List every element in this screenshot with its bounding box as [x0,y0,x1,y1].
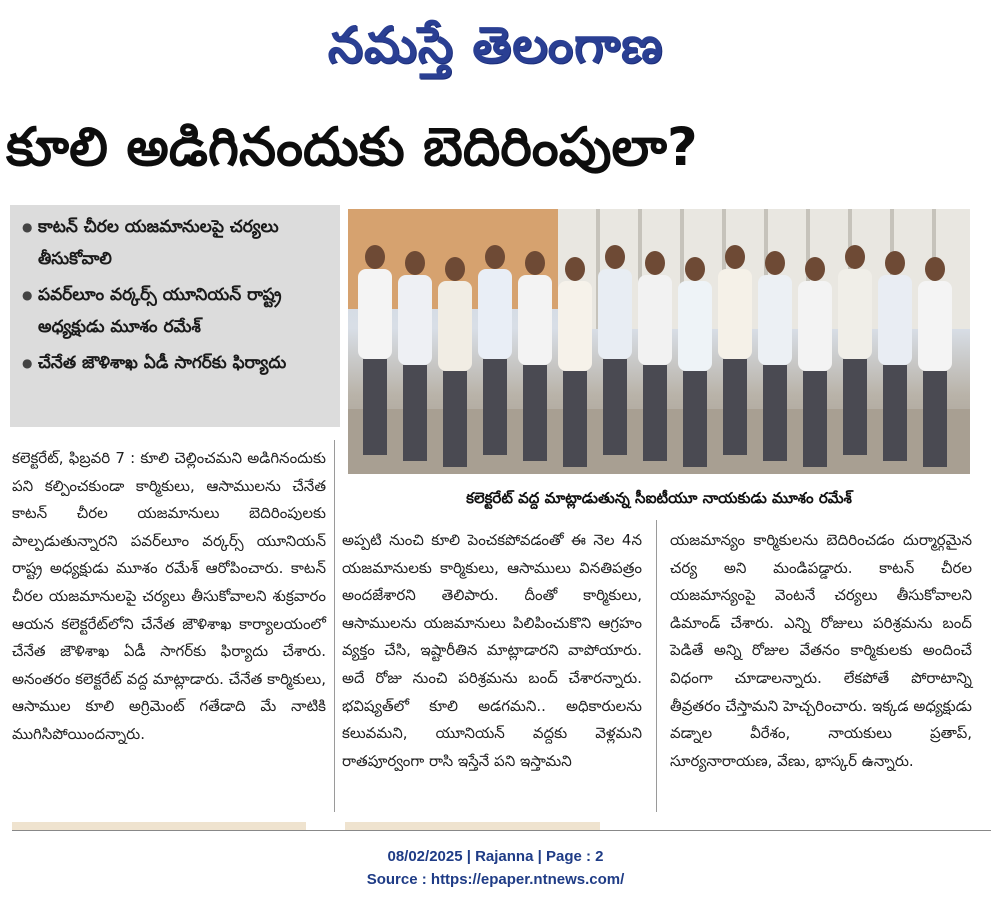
person-legs [483,359,507,455]
person-legs [563,371,587,467]
photo-person [878,251,912,466]
highlight-item: ● చేనేత జౌళిశాఖ ఏడీ సాగర్‌కు ఫిర్యాదు [22,347,332,379]
person-head [605,245,625,269]
photo-person [678,257,712,472]
person-torso [358,269,392,359]
page-bottom-rule [12,830,991,831]
photo-person [478,245,512,460]
photo-caption: కలెక్టరేట్ వద్ద మాట్లాడుతున్న సీఐటీయూ నాయకుడు మూశం రమేశ్ [466,489,852,507]
person-head [685,257,705,281]
photo-person [918,257,952,472]
photo-person [638,251,672,466]
person-legs [403,365,427,461]
news-photo [348,209,970,474]
person-legs [363,359,387,455]
article-headline: కూలి అడిగినందుకు బెదిరింపులా? [6,117,698,178]
highlight-item: ● కాటన్ చీరల యజమానులపై చర్యలు తీసుకోవాలి [22,211,332,275]
person-head [445,257,465,281]
footer-date-edition: 08/02/2025 | Rajanna | Page : 2 [387,848,604,865]
person-head [365,245,385,269]
person-legs [643,365,667,461]
column-divider [656,520,657,812]
person-torso [478,269,512,359]
person-head [525,251,545,275]
column-divider [334,440,335,812]
photo-person [838,245,872,460]
person-head [885,251,905,275]
article-column-3: యజమాన్యం కార్మికులను బెదిరించడం దుర్మార్గమైన చర్య అని మండిపడ్డారు. కాటన్ చీరల యజమాన్యంపై వెంటనే చర్యలు తీసుకోవాలని డిమాండ్ చేశారు. ఎన్ని రోజులు పరిశ్రమను బంద్ పెడితే అన్ని రోజుల వేతనం కార్మికులకు అందించే విధంగా చూడాలన్నారు. లేకపోతే పోరాటాన్ని తీవ్రతరం చేస్తామని హెచ్చరించారు. ఇక్కడ అధ్యక్షుడు వడ్నాల వీరేశం, నాయకులు ప్రతాప్, సూర్యనారాయణ, వేణు, భాస్కర్ ఉన్నారు. [670,531,972,770]
person-torso [438,281,472,371]
article-column-2: అప్పటి నుంచి కూలి పెంచకపోవడంతో ఈ నెల 4న యజమానులకు కార్మికులు, ఆసాములు వినతిపత్రం అందజేశారని తెలిపారు. దీంతో కార్మికులు, ఆసాములను యజమానులు పిలిపించుకొని ఆగ్రహం వ్యక్తం చేసి, ఇష్టారీతిన మాట్లాడారని వాపోయారు. అదే రోజు నుంచి పరిశ్రమను బంద్ చేశారన్నారు. భవిష్యత్‌లో కూలి అడగమని.. అధికారులను కలువమని, యూనియన్ వద్దకు వెళ్లమని రాతపూర్వంగా రాసి ఇస్తేనే పని ఇస్తామని [342,531,642,770]
page-bottom-strip [12,822,991,830]
person-head [565,257,585,281]
article-column-1: కలెక్టరేట్, ఫిబ్రవరి 7 : కూలి చెల్లించమని అడిగినందుకు పని కల్పించకుండా కార్మికులు, ఆసాములను చేనేత కాటన్ చీరల యజమానులు బెదిరింపులకు పాల్పడుతున్నారని పవర్‌లూం వర్కర్స్ యూనియన్ రాష్ట్ర అధ్యక్షుడు మూశం రమేశ్ ఆరోపించారు. కాటన్ చీరల యజమానులపై చర్యలు తీసుకోవాలని శుక్రవారం ఆయన కలెక్టరేట్‌లోని చేనేత జౌళిశాఖ కార్యాలయంలో చేనేత జౌళిశాఖ ఏడీ సాగర్‌కు ఫిర్యాదు చేశారు. అనంతరం కలెక్టరేట్ వద్ద మాట్లాడారు. చేనేత కార్మికులు, ఆసాముల కూలి అగ్రిమెంట్ గతేడాది మే నాటికి ముగిసిపోయిందన్నారు. [12,449,326,743]
photo-person [758,251,792,466]
person-head [645,251,665,275]
footer-source: Source : https://epaper.ntnews.com/ [366,871,625,888]
person-head [765,251,785,275]
person-legs [883,365,907,461]
person-legs [843,359,867,455]
person-torso [758,275,792,365]
person-torso [558,281,592,371]
highlight-item: ● పవర్‌లూం వర్కర్స్ యూనియన్ రాష్ట్ర అధ్యక్షుడు మూశం రమేశ్ [22,279,332,343]
person-torso [878,275,912,365]
photo-person [518,251,552,466]
person-legs [443,371,467,467]
person-torso [678,281,712,371]
person-torso [718,269,752,359]
photo-person [718,245,752,460]
photo-person [438,257,472,472]
newspaper-masthead: నమస్తే తెలంగాణ [327,16,664,74]
person-legs [603,359,627,455]
person-head [405,251,425,275]
person-torso [598,269,632,359]
person-legs [923,371,947,467]
person-legs [723,359,747,455]
person-head [805,257,825,281]
photo-person [398,251,432,466]
photo-person [798,257,832,472]
person-head [485,245,505,269]
person-torso [918,281,952,371]
person-torso [398,275,432,365]
person-legs [763,365,787,461]
photo-person [558,257,592,472]
person-legs [683,371,707,467]
photo-person [598,245,632,460]
person-torso [798,281,832,371]
person-legs [523,365,547,461]
person-torso [638,275,672,365]
person-head [725,245,745,269]
person-head [925,257,945,281]
person-head [845,245,865,269]
person-torso [838,269,872,359]
highlights-box [10,205,340,427]
person-torso [518,275,552,365]
person-legs [803,371,827,467]
photo-person [358,245,392,460]
